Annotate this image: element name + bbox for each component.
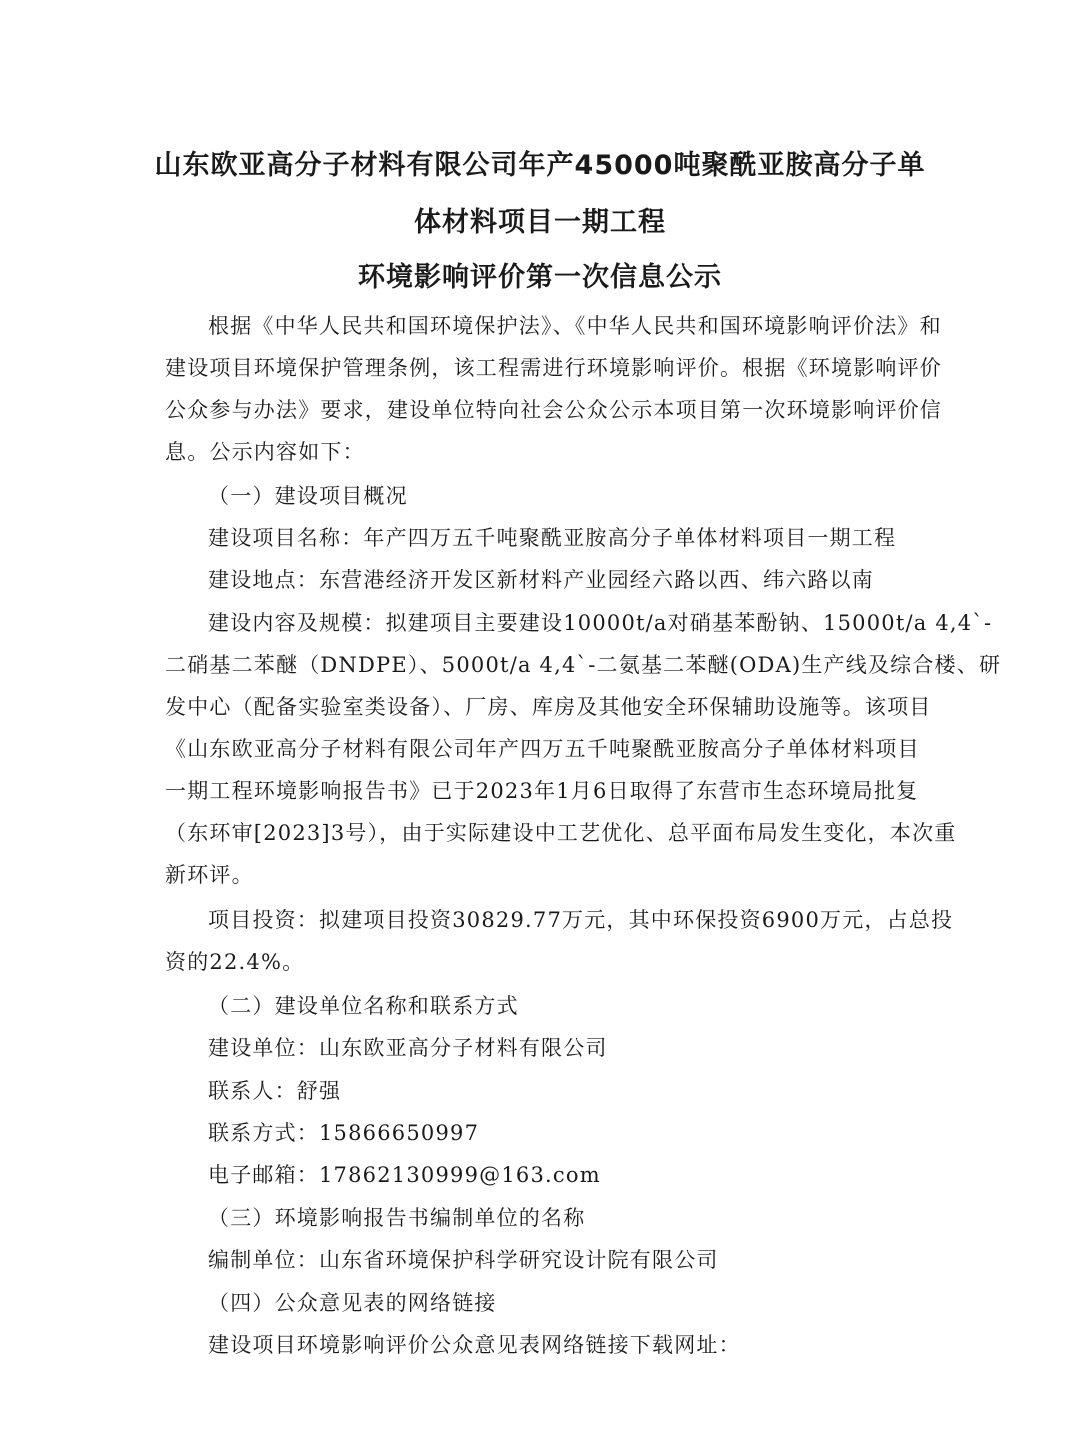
section-heading-2: （二）建设单位名称和联系方式 [208,994,519,1018]
project-scope-line: （东环审[2023]3号），由于实际建设中工艺优化、总平面布局发生变化，本次重 [165,821,957,845]
investment-line: 项目投资：拟建项目投资30829.77万元，其中环保投资6900万元，占总投 [208,908,954,932]
project-scope-line: 《山东欧亚高分子材料有限公司年产四万五千吨聚酰亚胺高分子单体材料项目 [165,737,920,761]
intro-line: 建设项目环境保护管理条例，该工程需进行环境影响评价。根据《环境影响评价 [165,356,942,380]
project-name: 建设项目名称：年产四万五千吨聚酰亚胺高分子单体材料项目一期工程 [208,526,897,550]
document-title-line-3: 环境影响评价第一次信息公示 [358,262,722,293]
section-heading-1: （一）建设项目概况 [208,484,408,508]
project-scope-line: 发中心（配备实验室类设备）、厂房、库房及其他安全环保辅助设施等。该项目 [165,695,932,719]
project-scope-line: 建设内容及规模：拟建项目主要建设10000t/a对硝基苯酚钠、15000t/a 4,4`- [208,611,993,635]
builder: 建设单位：山东欧亚高分子材料有限公司 [208,1036,608,1060]
project-scope-line: 新环评。 [165,863,254,887]
document-title-line-2: 体材料项目一期工程 [414,207,666,238]
contact-phone: 联系方式：15866650997 [208,1121,480,1145]
contact-email: 电子邮箱：17862130999@163.com [208,1163,601,1187]
project-location: 建设地点：东营港经济开发区新材料产业园经六路以西、纬六路以南 [208,568,874,592]
project-scope-line: 一期工程环境影响报告书》已于2023年1月6日取得了东营市生态环境局批复 [165,779,919,803]
link-line: 建设项目环境影响评价公众意见表网络链接下载网址： [208,1333,741,1357]
intro-line: 根据《中华人民共和国环境保护法》、《中华人民共和国环境影响评价法》和 [208,314,942,338]
section-heading-4: （四）公众意见表的网络链接 [208,1291,497,1315]
section-heading-3: （三）环境影响报告书编制单位的名称 [208,1206,586,1230]
project-scope-line: 二硝基二苯醚（DNDPE）、5000t/a 4,4`-二氨基二苯醚(ODA)生产线及综合楼、研 [165,653,1002,677]
intro-line: 公众参与办法》要求，建设单位特向社会公众公示本项目第一次环境影响评价信 [165,398,942,422]
document-title-line-1: 山东欧亚高分子材料有限公司年产45000吨聚酰亚胺高分子单 [154,150,926,181]
investment-line: 资的22.4%。 [165,950,305,974]
preparer: 编制单位：山东省环境保护科学研究设计院有限公司 [208,1248,719,1272]
contact-person: 联系人：舒强 [208,1079,342,1103]
intro-line: 息。公示内容如下： [165,440,365,464]
